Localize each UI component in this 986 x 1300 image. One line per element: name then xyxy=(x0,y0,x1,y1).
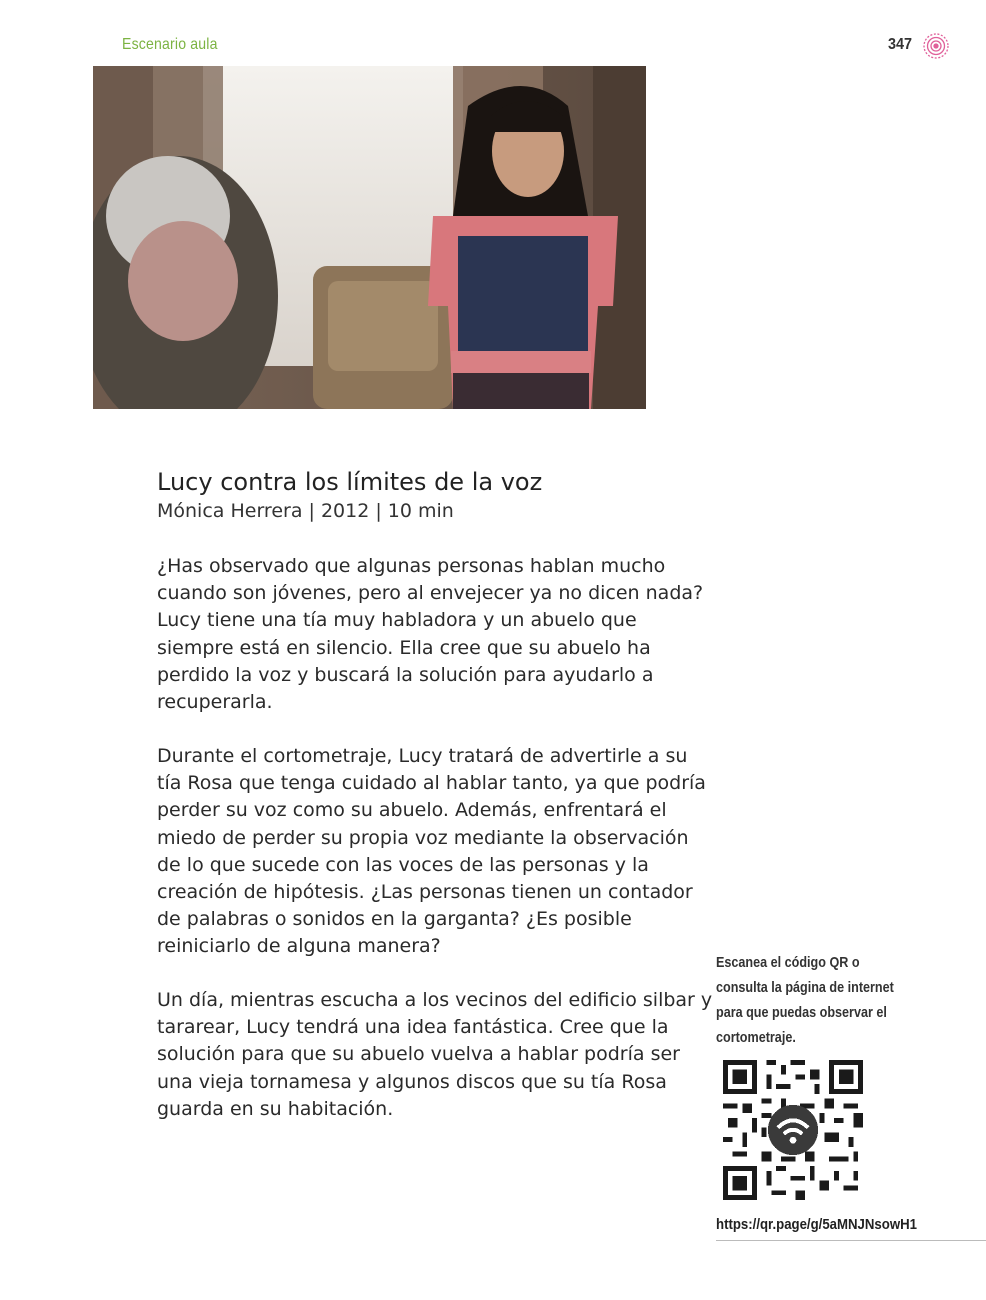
concentric-circles-icon xyxy=(922,32,950,60)
synopsis-paragraph-2: Durante el cortometraje, Lucy tratará de advertirle a su tía Rosa que tenga cuidado al hablar tanto, ya que podría perder su voz como su abuelo. Además, enfrentará el miedo de perder su propia voz mediante la observación de lo que sucede con las voces de las personas y la creación de hipótesis. ¿Las personas tienen un contador de palabras o sonidos en la garganta? ¿Es posible reiniciarlo de alguna manera? xyxy=(157,745,706,958)
film-still-photo xyxy=(93,66,646,409)
film-credits: Mónica Herrera | 2012 | 10 min xyxy=(157,500,454,522)
qr-code[interactable] xyxy=(723,1060,863,1200)
wifi-icon xyxy=(768,1105,818,1155)
divider xyxy=(716,1240,986,1241)
page-number: 347 xyxy=(888,36,913,53)
synopsis-paragraph-1: ¿Has observado que algunas personas hablan mucho cuando son jóvenes, pero al envejecer ya no dicen nada? Lucy tiene una tía muy habladora y un abuelo que siempre está en silencio. Ella cree que su abuelo ha perdido la voz y buscará la solución para ayudarlo a recuperarla. xyxy=(157,555,704,714)
qr-caption: Escanea el código QR o consulta la página de internet para que puedas observar el cortometraje. xyxy=(716,954,894,1046)
synopsis-paragraph-3: Un día, mientras escucha a los vecinos del edificio silbar y tararear, Lucy tendrá una idea fantástica. Cree que la solución para que su abuelo vuelva a hablar podría ser una vieja tornamesa y algunos discos que su tía Rosa guarda en su habitación. xyxy=(157,989,713,1120)
qr-url-link[interactable]: https://qr.page/g/5aMNJNsowH1 xyxy=(716,1216,917,1233)
section-label: Escenario aula xyxy=(122,36,218,53)
film-title: Lucy contra los límites de la voz xyxy=(157,468,543,496)
